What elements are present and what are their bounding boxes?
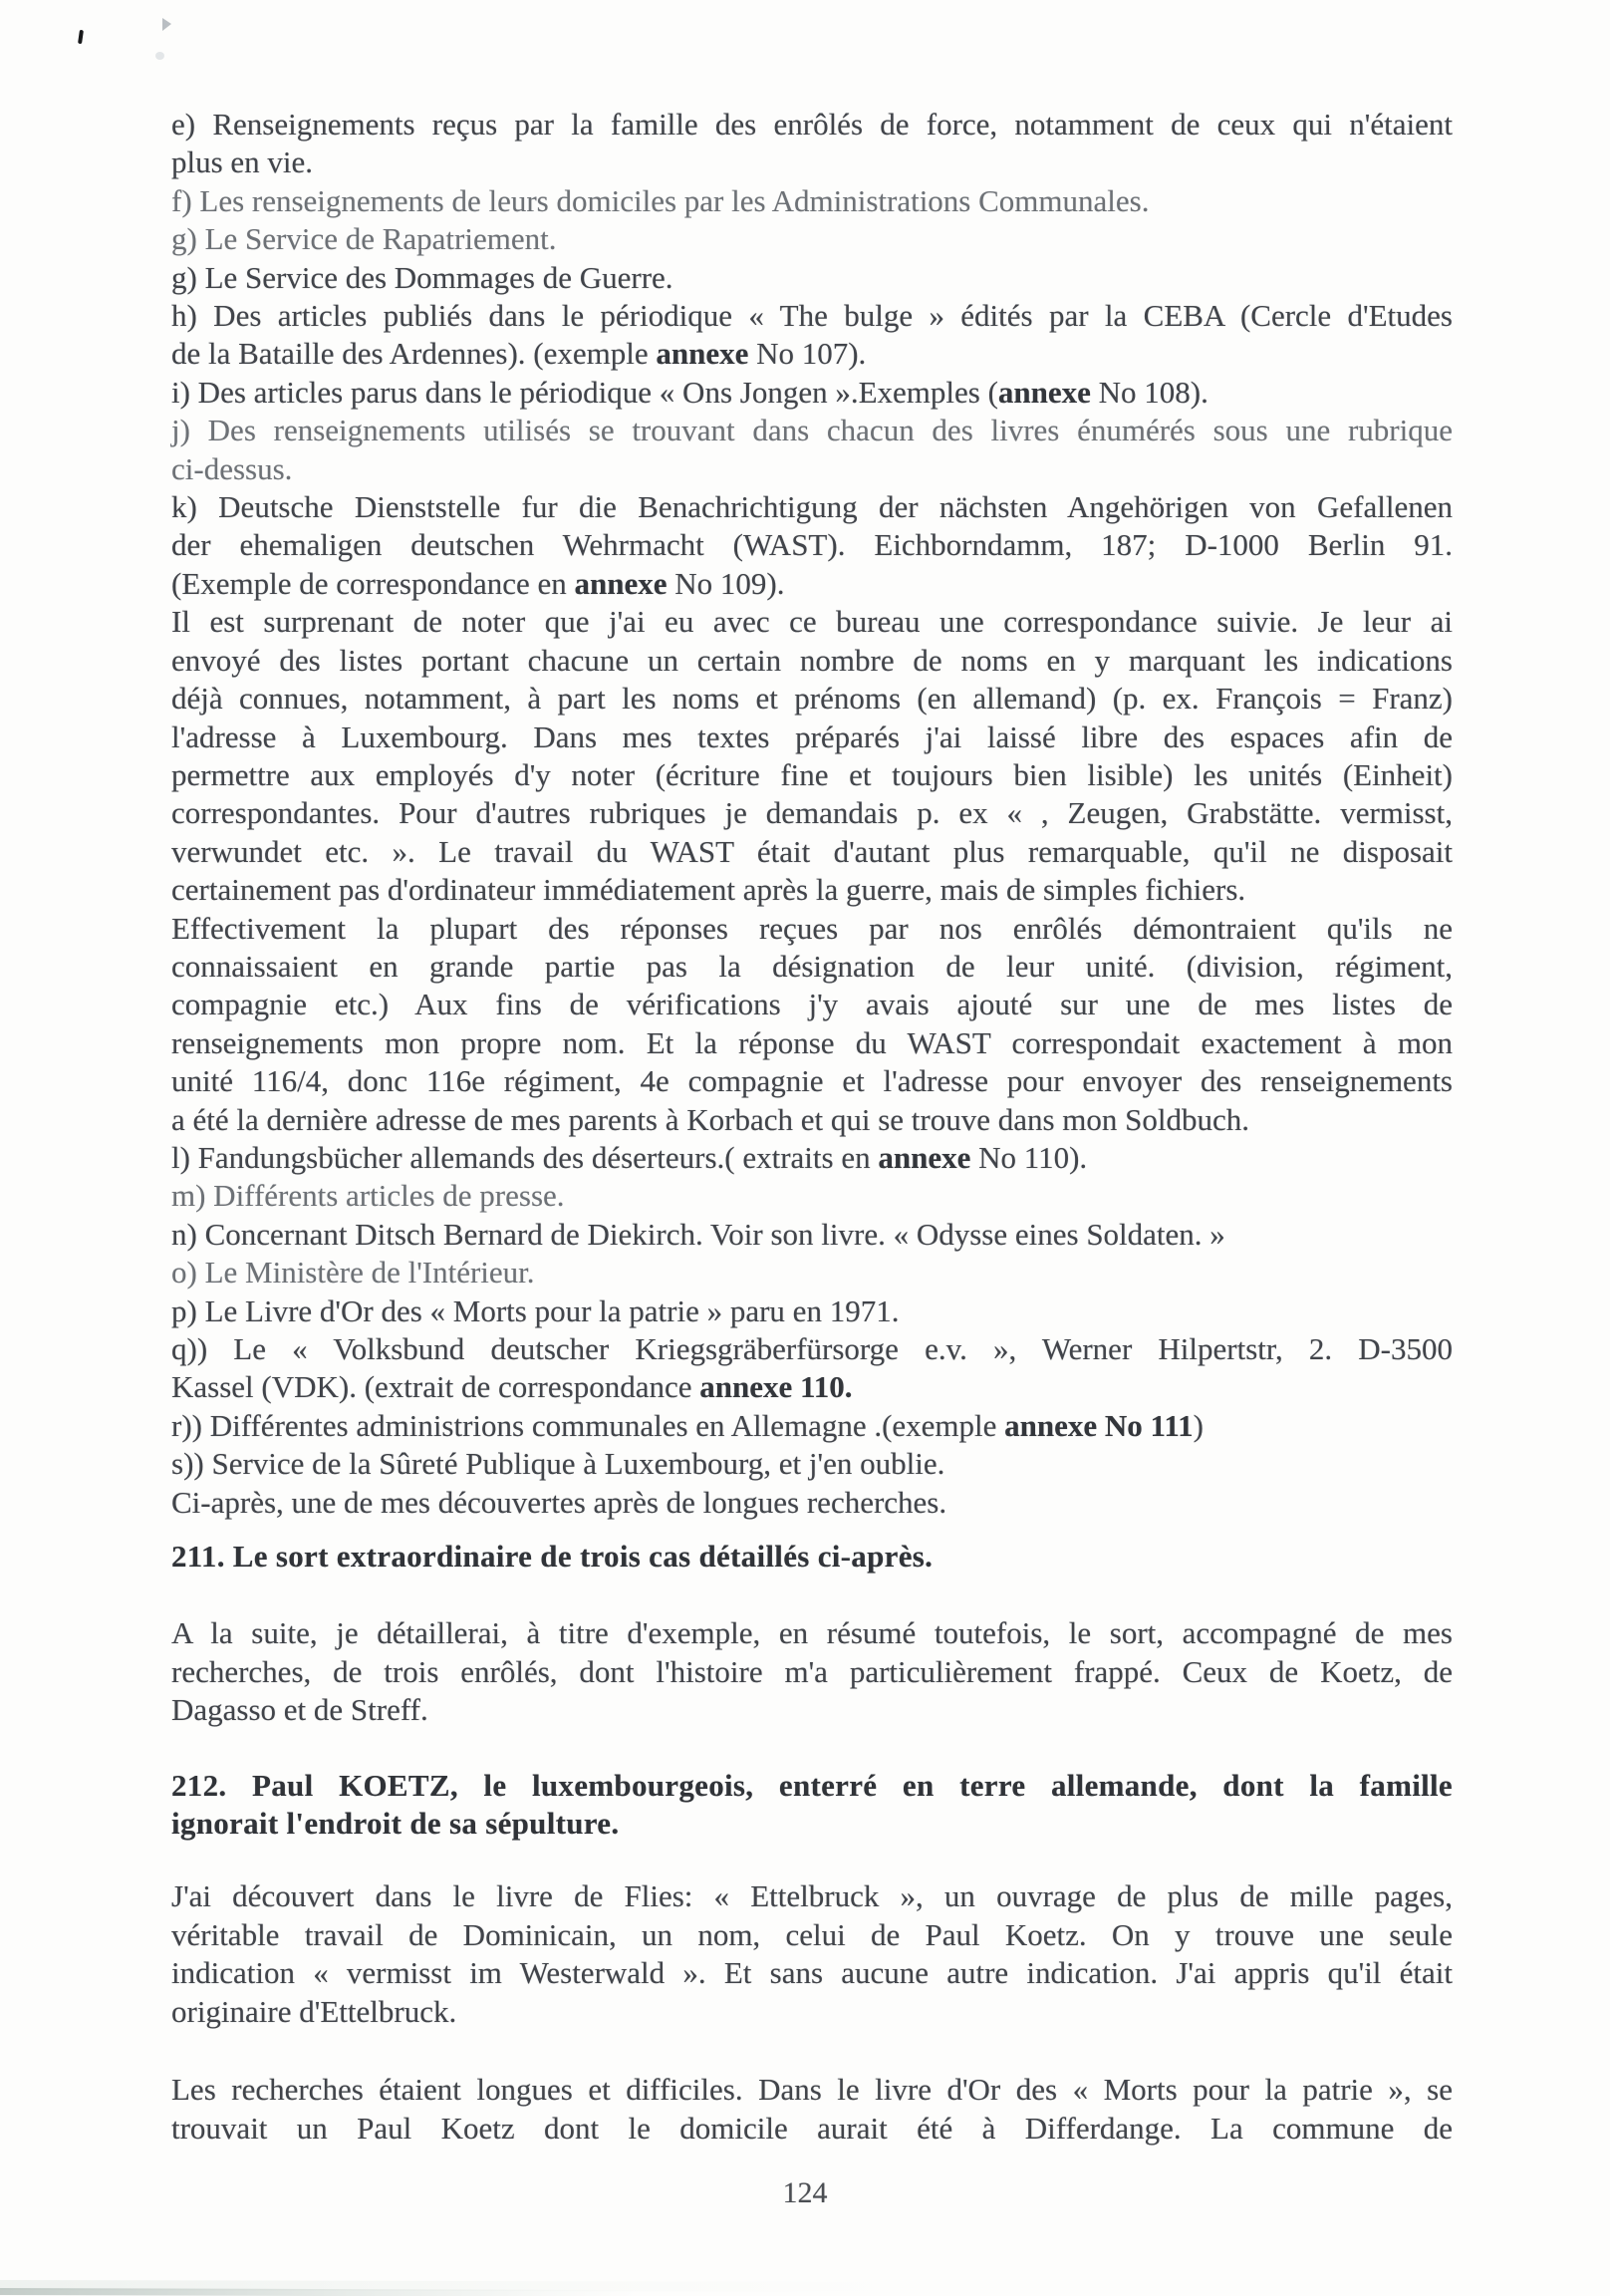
bold-run: annexe <box>574 565 668 601</box>
heading-212 <box>171 1767 1453 1844</box>
text-run: s)) Service de la Sûreté Publique à Luxembourg, et j'en oublie. <box>171 1446 945 1482</box>
text-line <box>171 986 1453 1023</box>
bold-run: annexe 110. <box>699 1369 853 1405</box>
text-run: originaire d'Ettelbruck. <box>171 1993 457 2029</box>
text-line <box>171 1330 1453 1368</box>
text-run: recherches, de trois enrôlés, dont l'histoire m'a particulièrement frappé. Ceux de Koetz, de <box>171 1653 1453 1689</box>
text-line <box>171 1538 1453 1576</box>
text-line <box>171 1805 1453 1843</box>
text-line <box>171 526 1453 564</box>
text-run: p) Le Livre d'Or des « Morts pour la patrie » paru en 1971. <box>171 1292 900 1328</box>
text-run: certainement pas d'ordinateur immédiatement après la guerre, mais de simples fichiers. <box>171 872 1246 908</box>
text-run: unité 116/4, donc 116e régiment, 4e compagnie et l'adresse pour envoyer des renseignements <box>171 1063 1453 1099</box>
text-run: déjà connues, notamment, à part les noms et prénoms (en allemand) (p. ex. François = Franz) <box>171 681 1453 717</box>
text-run: 211. Le sort extraordinaire de trois cas détaillés ci-après. <box>171 1539 934 1575</box>
text-run: Dagasso et de Streff. <box>171 1692 428 1728</box>
item-h <box>171 297 1453 374</box>
text-line <box>171 220 1453 258</box>
text-line <box>171 144 1453 181</box>
text-run: ci-dessus. <box>171 450 293 486</box>
item-p <box>171 1292 1453 1330</box>
bold-run: annexe No 111 <box>1004 1407 1194 1443</box>
text-run: (Exemple de correspondance en <box>171 565 575 601</box>
item-f <box>171 182 1453 220</box>
text-line <box>171 833 1453 871</box>
text-line <box>171 756 1453 794</box>
text-line <box>171 871 1453 909</box>
text-run: o) Le Ministère de l'Intérieur. <box>171 1255 535 1291</box>
text-line <box>171 1877 1453 1915</box>
bold-run: annexe <box>656 336 749 372</box>
text-line <box>171 412 1453 449</box>
heading-211 <box>171 1538 1453 1576</box>
text-run: trouvait un Paul Koetz dont le domicile aurait été à Differdange. La commune de <box>171 2110 1453 2146</box>
text-run: No 107). <box>748 336 867 372</box>
text-run: g) Le Service de Rapatriement. <box>171 221 557 257</box>
item-m <box>171 1177 1453 1215</box>
para-wast-correspondence <box>171 603 1453 909</box>
text-line <box>171 718 1453 756</box>
document-body <box>171 106 1453 2148</box>
text-run: renseignements mon propre nom. Et la réponse du WAST correspondait exactement à mon <box>171 1024 1453 1060</box>
text-line <box>171 1445 1453 1483</box>
text-run: verwundet etc. ». Le travail du WAST était d'autant plus remarquable, qu'il ne disposait <box>171 833 1453 869</box>
text-line <box>171 1139 1453 1177</box>
text-run: permettre aux employés d'y noter (écriture fine et toujours bien lisible) les unités (Einheit) <box>171 756 1453 792</box>
text-run: Il est surprenant de noter que j'ai eu avec ce bureau une correspondance suivie. Je leur ai <box>171 604 1453 640</box>
text-run: l) Fandungsbücher allemands des déserteurs.( extraits en <box>171 1139 879 1175</box>
text-line <box>171 948 1453 986</box>
text-line <box>171 335 1453 373</box>
text-line <box>171 1993 1453 2031</box>
item-n <box>171 1216 1453 1254</box>
text-line <box>171 488 1453 526</box>
text-line <box>171 450 1453 488</box>
text-line <box>171 1916 1453 1954</box>
para-trois-cas <box>171 1614 1453 1729</box>
text-run: No 108). <box>1090 374 1208 410</box>
scan-speck-dot <box>155 52 164 60</box>
text-line <box>171 1691 1453 1729</box>
text-line <box>171 1062 1453 1100</box>
text-run: q)) Le « Volksbund deutscher Kriegsgräberfürsorge e.v. », Werner Hilpertstr, 2. D-3500 <box>171 1331 1453 1366</box>
text-run: No 110). <box>970 1139 1088 1175</box>
item-r <box>171 1407 1453 1445</box>
text-line <box>171 680 1453 718</box>
text-run: Ci-après, une de mes découvertes après de longues recherches. <box>171 1484 947 1520</box>
text-line <box>171 603 1453 641</box>
item-j <box>171 412 1453 488</box>
text-line <box>171 259 1453 297</box>
scan-speck-tick <box>78 30 84 44</box>
item-k <box>171 488 1453 603</box>
text-line <box>171 1177 1453 1215</box>
text-run: e) Renseignements reçus par la famille des enrôlés de force, notamment de ceux qui n'étaient <box>171 107 1453 142</box>
text-run: der ehemaligen deutschen Wehrmacht (WAST). Eichborndamm, 187; D-1000 Berlin 91. <box>171 527 1453 563</box>
text-run: No 109). <box>667 565 785 601</box>
text-line <box>171 1954 1453 1992</box>
text-run: f) Les renseignements de leurs domiciles par les Administrations Communales. <box>171 182 1150 218</box>
text-line <box>171 1368 1453 1406</box>
text-line <box>171 910 1453 948</box>
bold-run: annexe <box>878 1139 971 1175</box>
text-line <box>171 642 1453 680</box>
text-line <box>171 794 1453 832</box>
text-line <box>171 1484 1453 1522</box>
text-run: A la suite, je détaillerai, à titre d'exemple, en résumé toutefois, le sort, accompagné de mes <box>171 1615 1453 1651</box>
text-line <box>171 1101 1453 1139</box>
para-koetz-flies <box>171 1877 1453 2031</box>
item-i <box>171 374 1453 412</box>
text-run: Les recherches étaient longues et difficiles. Dans le livre d'Or des « Morts pour la patrie », se <box>171 2072 1453 2108</box>
text-run: n) Concernant Ditsch Bernard de Diekirch. Voir son livre. « Odysse eines Soldaten. » <box>171 1216 1225 1252</box>
text-line <box>171 1292 1453 1330</box>
page-number: 124 <box>782 2176 828 2209</box>
text-line <box>171 106 1453 144</box>
text-run: r)) Différentes administrions communales en Allemagne .(exemple <box>171 1407 1005 1443</box>
para-koetz-recherches <box>171 2071 1453 2148</box>
text-run: 212. Paul KOETZ, le luxembourgeois, enterré en terre allemande, dont la famille <box>171 1767 1453 1803</box>
text-run: véritable travail de Dominicain, un nom, celui de Paul Koetz. On y trouve une seule <box>171 1916 1453 1952</box>
text-line <box>171 1767 1453 1805</box>
text-line <box>171 1254 1453 1292</box>
text-run: J'ai découvert dans le livre de Flies: « Ettelbruck », un ouvrage de plus de mille pages, <box>171 1878 1453 1914</box>
text-line <box>171 1216 1453 1254</box>
text-run: ignorait l'endroit de sa sépulture. <box>171 1806 620 1842</box>
text-run: l'adresse à Luxembourg. Dans mes textes préparés j'ai laissé libre des espaces afin de <box>171 718 1453 754</box>
text-line <box>171 1024 1453 1062</box>
text-line <box>171 297 1453 335</box>
item-o <box>171 1254 1453 1292</box>
text-run: ) <box>1193 1407 1204 1443</box>
text-line <box>171 2110 1453 2148</box>
text-run: h) Des articles publiés dans le périodique « The bulge » édités par la CEBA (Cercle d'Etudes <box>171 298 1453 334</box>
text-run: compagnie etc.) Aux fins de vérifications j'y avais ajouté sur une de mes listes de <box>171 987 1453 1022</box>
text-run: correspondantes. Pour d'autres rubriques je demandais p. ex « , Zeugen, Grabstätte. vermisst, <box>171 795 1453 831</box>
scan-streak <box>0 2288 638 2296</box>
text-line <box>171 2071 1453 2109</box>
text-line <box>171 1614 1453 1652</box>
text-run: i) Des articles parus dans le périodique « Ons Jongen ».Exemples ( <box>171 374 998 410</box>
text-line <box>171 565 1453 603</box>
item-s <box>171 1445 1453 1483</box>
item-l <box>171 1139 1453 1177</box>
text-run: a été la dernière adresse de mes parents à Korbach et qui se trouve dans mon Soldbuch. <box>171 1101 1250 1137</box>
scan-speck-arrow <box>162 18 171 31</box>
text-run: j) Des renseignements utilisés se trouvant dans chacun des livres énumérés sous une rubrique <box>171 413 1453 448</box>
item-g-dommages <box>171 259 1453 297</box>
text-run: g) Le Service des Dommages de Guerre. <box>171 259 673 295</box>
item-q <box>171 1330 1453 1407</box>
text-line <box>171 374 1453 412</box>
text-run: m) Différents articles de presse. <box>171 1178 565 1214</box>
text-run: connaissaient en grande partie pas la désignation de leur unité. (division, régiment, <box>171 948 1453 984</box>
text-run: envoyé des listes portant chacune un certain nombre de noms en y marquant les indications <box>171 642 1453 678</box>
item-g-rapatriement <box>171 220 1453 258</box>
text-run: k) Deutsche Dienststelle fur die Benachrichtigung der nächsten Angehörigen von Gefallenen <box>171 489 1453 525</box>
para-ci-apres <box>171 1484 1453 1522</box>
text-run: plus en vie. <box>171 144 314 180</box>
text-line <box>171 1653 1453 1691</box>
text-line <box>171 182 1453 220</box>
text-run: de la Bataille des Ardennes). (exemple <box>171 336 657 372</box>
text-run: Kassel (VDK). (extrait de correspondance <box>171 1369 700 1405</box>
text-line <box>171 1407 1453 1445</box>
text-run: indication « vermisst im Westerwald ». Et sans aucune autre indication. J'ai appris qu'il était <box>171 1955 1453 1991</box>
item-e <box>171 106 1453 182</box>
text-run: Effectivement la plupart des réponses reçues par nos enrôlés démontraient qu'ils ne <box>171 910 1453 946</box>
bold-run: annexe <box>997 374 1091 410</box>
para-wast-replies <box>171 910 1453 1139</box>
